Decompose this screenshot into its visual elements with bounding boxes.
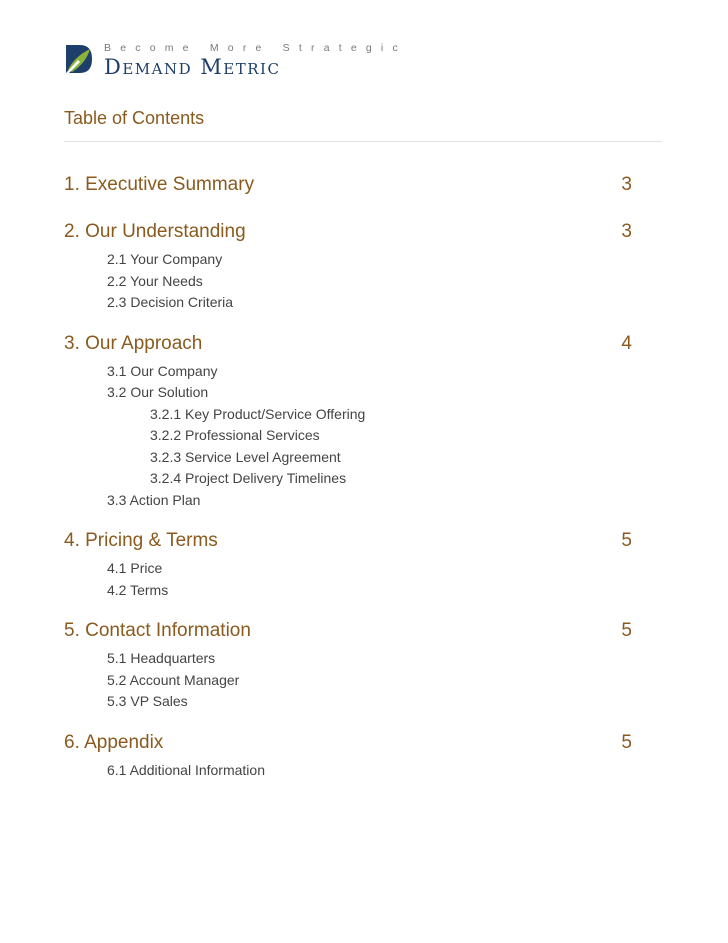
toc-subsection-item[interactable]: 4.2 Terms [107,581,169,598]
brand-name: Demand Metric [104,55,281,79]
toc-subsubsection-item[interactable]: 3.2.4 Project Delivery Timelines [150,470,347,486]
toc-subsection-item[interactable]: 5.1 Headquarters [107,650,216,666]
toc-section-label: 2. Our Understanding [64,221,246,242]
toc-subsection-item[interactable]: 3.2 Our Solution [107,384,209,400]
toc-subsection-item[interactable]: 2.1 Your Company [107,251,223,267]
toc-section [64,170,644,202]
toc-subsection-item[interactable]: 6.1 Additional Information [107,761,265,778]
toc-subsection-item[interactable]: 2.3 Decision Criteria [107,294,234,310]
toc-page-number: 5 [621,530,632,551]
toc-section-label: 4. Pricing & Terms [64,530,218,551]
page-title: Table of Contents [64,108,205,128]
tagline: Become More Strategic [104,42,407,54]
toc-section-label: 1. Executive Summary [64,174,255,195]
toc-page-number: 4 [621,332,632,354]
toc-section-row[interactable] [64,217,644,249]
toc-section [64,217,644,314]
toc-section [64,329,644,512]
toc-section-row[interactable] [64,616,644,648]
toc-section-label: 5. Contact Information [64,620,251,641]
toc-section [64,616,644,713]
toc-subsubsection-item[interactable]: 3.2.2 Professional Services [150,427,320,443]
toc-section-row[interactable] [64,329,644,361]
company-logo [64,40,407,80]
demand-metric-logo-mark-icon [64,43,94,75]
toc-subsection-item[interactable]: 5.2 Account Manager [107,671,240,688]
toc-subsubsection-item[interactable]: 3.2.1 Key Product/Service Offering [150,405,366,422]
toc-subsection-item[interactable]: 2.2 Your Needs [107,272,203,289]
toc-subsubsection-item[interactable]: 3.2.3 Service Level Agreement [150,448,341,465]
toc-section-label: 3. Our Approach [64,332,203,354]
toc-page-number: 5 [621,731,632,753]
toc-page-number: 3 [621,174,632,195]
toc-page-number: 3 [621,221,632,242]
toc-subsection-item[interactable]: 4.1 Price [107,560,163,576]
toc-section-row[interactable] [64,526,644,558]
toc-page-number: 5 [621,620,632,641]
toc-section-label: 6. Appendix [64,731,164,753]
toc-subsection-item[interactable]: 5.3 VP Sales [107,693,188,709]
toc-section-row[interactable] [64,728,644,760]
table-of-contents [64,170,644,796]
toc-section [64,728,644,782]
toc-section-row[interactable] [64,170,644,202]
toc-section [64,526,644,601]
toc-subsection-item[interactable]: 3.3 Action Plan [107,491,201,508]
title-divider [64,141,662,142]
toc-subsection-item[interactable]: 3.1 Our Company [107,362,218,379]
